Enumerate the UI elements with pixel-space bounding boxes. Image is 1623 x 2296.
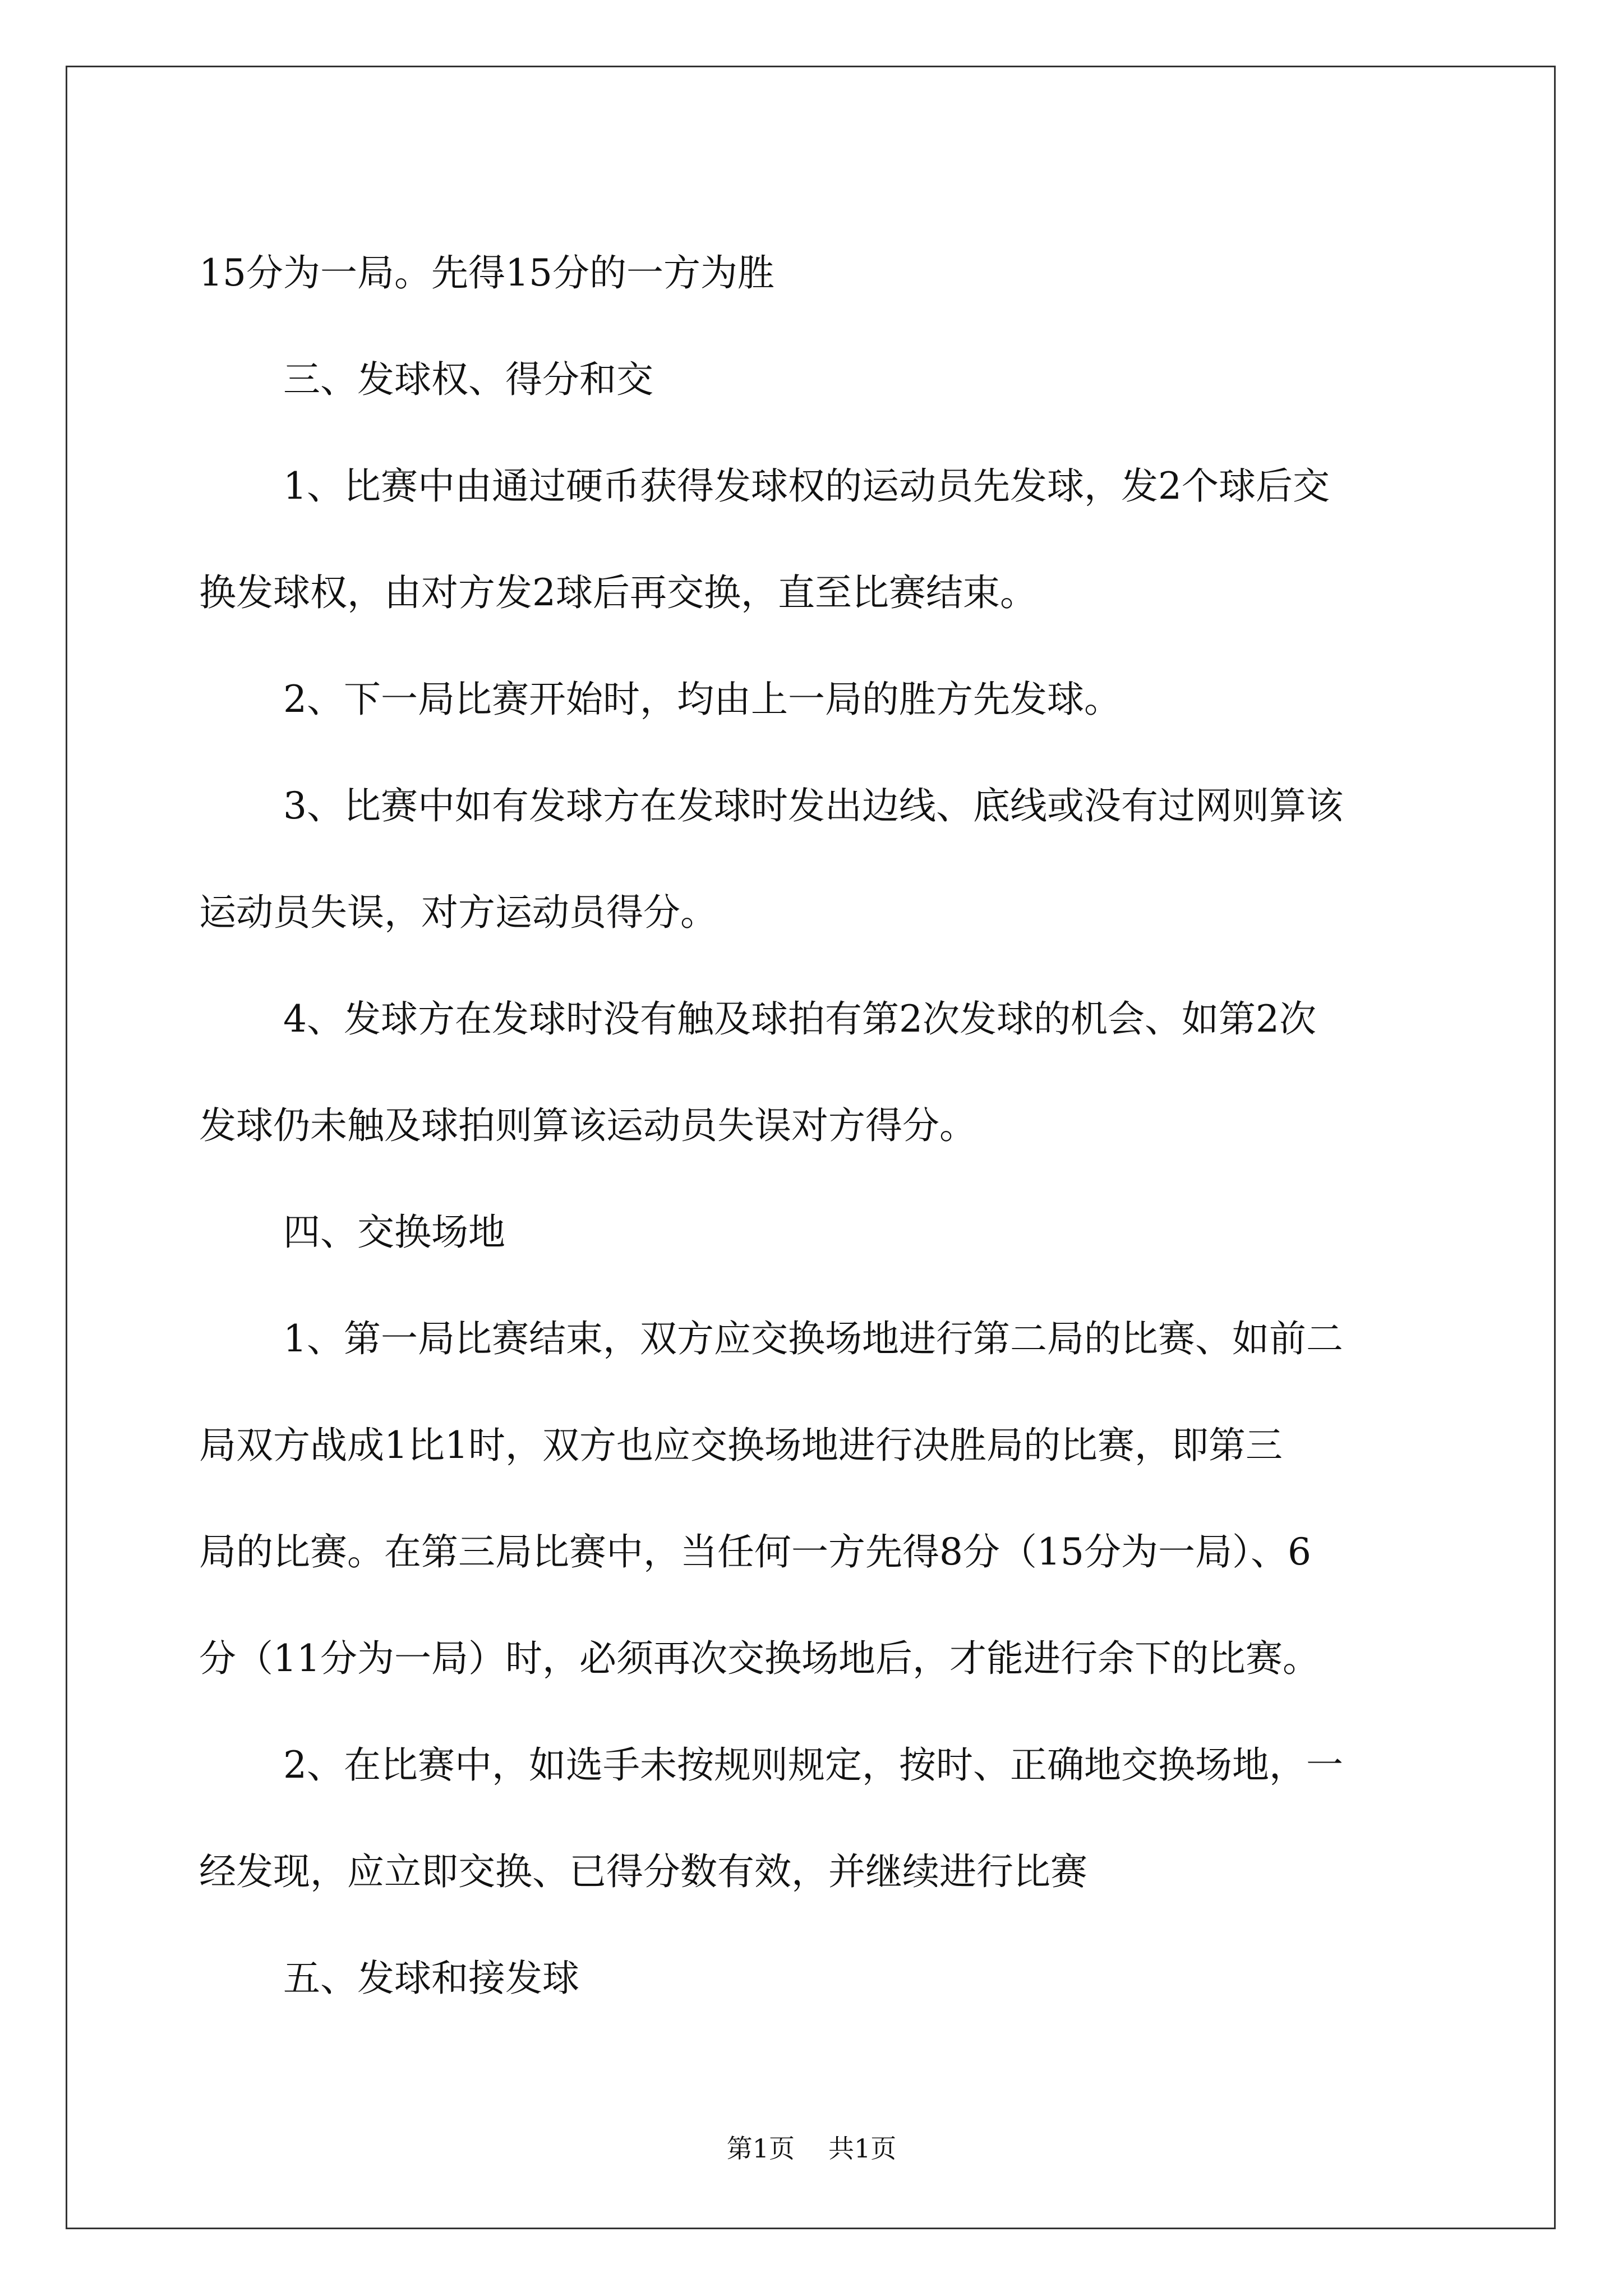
- document-body: [199, 220, 1433, 2032]
- text-line: 4、发球方在发球时没有触及球拍有第2次发球的机会、如第2次: [283, 997, 1316, 1041]
- section-heading: 五、发球和接发球: [283, 1957, 579, 2000]
- text-line: 15分为一局。先得15分的一方为胜: [199, 251, 774, 295]
- text-line: 2、下一局比赛开始时，均由上一局的胜方先发球。: [283, 678, 1121, 721]
- text-line: 3、比赛中如有发球方在发球时发出边线、底线或没有过网则算该: [283, 784, 1343, 827]
- page-number: 第1页: [726, 2133, 795, 2164]
- text-line: 局的比赛。在第三局比赛中，当任何一方先得8分（15分为一局）、6: [199, 1530, 1311, 1573]
- text-line: 经发现，应立即交换、已得分数有效，并继续进行比赛: [199, 1850, 1087, 1893]
- text-line: 2、在比赛中，如选手未按规则规定，按时、正确地交换场地，一: [283, 1743, 1343, 1787]
- text-line: 换发球权，由对方发2球后再交换，直至比赛结束。: [199, 571, 1037, 614]
- section-heading: 三、发球权、得分和交: [283, 358, 653, 401]
- text-line: 运动员失误，对方运动员得分。: [199, 891, 717, 934]
- section-heading: 四、交换场地: [283, 1211, 505, 1254]
- text-line: 分（11分为一局）时，必须再次交换场地后，才能进行余下的比赛。: [199, 1637, 1320, 1680]
- text-line: 局双方战成1比1时，双方也应交换场地进行决胜局的比赛，即第三: [199, 1424, 1283, 1467]
- text-line: 发球仍未触及球拍则算该运动员失误对方得分。: [199, 1104, 976, 1147]
- page-total: 共1页: [828, 2133, 897, 2164]
- page-footer: [0, 2132, 1623, 2165]
- text-line: 1、比赛中由通过硬币获得发球权的运动员先发球，发2个球后交: [283, 464, 1330, 508]
- text-line: 1、第一局比赛结束，双方应交换场地进行第二局的比赛、如前二: [283, 1317, 1343, 1360]
